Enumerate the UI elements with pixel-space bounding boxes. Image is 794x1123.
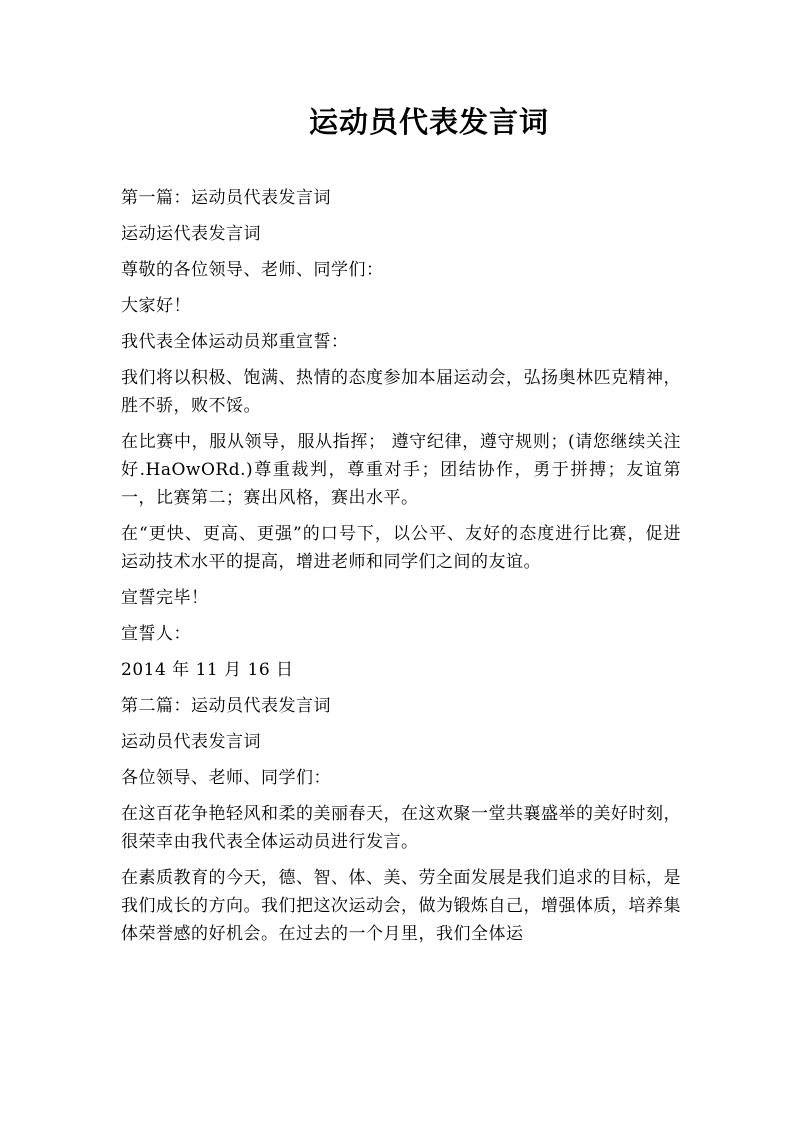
oath-paragraph-1: 我们将以积极、饱满、热情的态度参加本届运动会，弘扬奥林匹克精神，胜不骄，败不馁。 bbox=[121, 368, 681, 416]
greeting: 大家好！ bbox=[121, 296, 191, 316]
oath-signer: 宣誓人： bbox=[121, 624, 191, 644]
oath-intro: 我代表全体运动员郑重宣誓： bbox=[121, 332, 349, 352]
heading-part-one: 第一篇：运动员代表发言词 bbox=[121, 188, 331, 208]
document-body bbox=[121, 184, 681, 956]
oath-paragraph-3: 在“更快、更高、更强”的口号下，以公平、友好的态度进行比赛，促进运动技术水平的提高，增进老师和同学们之间的友谊。 bbox=[121, 524, 681, 572]
document-title: 运动员代表发言词 bbox=[308, 105, 549, 139]
speech-title: 运动运代表发言词 bbox=[121, 224, 261, 244]
oath-end: 宣誓完毕！ bbox=[121, 588, 209, 608]
speech-paragraph-1: 在这百花争艳轻风和柔的美丽春天，在这欢聚一堂共襄盛举的美好时刻，很荣幸由我代表全体运动员进行发言。 bbox=[121, 804, 681, 852]
oath-date: 2014 年 11 月 16 日 bbox=[121, 660, 294, 680]
salutation: 尊敬的各位领导、老师、同学们： bbox=[121, 260, 384, 280]
oath-paragraph-2: 在比赛中，服从领导，服从指挥； 遵守纪律，遵守规则；(请您继续关注好.HaOwORd.)尊重裁判，尊重对手；团结协作，勇于拼搏；友谊第一，比赛第二；赛出风格，赛出水平。 bbox=[121, 432, 681, 508]
speech-title-2: 运动员代表发言词 bbox=[121, 732, 261, 752]
speech-paragraph-2: 在素质教育的今天，德、智、体、美、劳全面发展是我们追求的目标，是我们成长的方向。我们把这次运动会，做为锻炼自己，增强体质，培养集体荣誉感的好机会。在过去的一个月里，我们全体运 bbox=[121, 868, 681, 944]
salutation-2: 各位领导、老师、同学们： bbox=[121, 768, 331, 788]
heading-part-two: 第二篇：运动员代表发言词 bbox=[121, 696, 331, 716]
